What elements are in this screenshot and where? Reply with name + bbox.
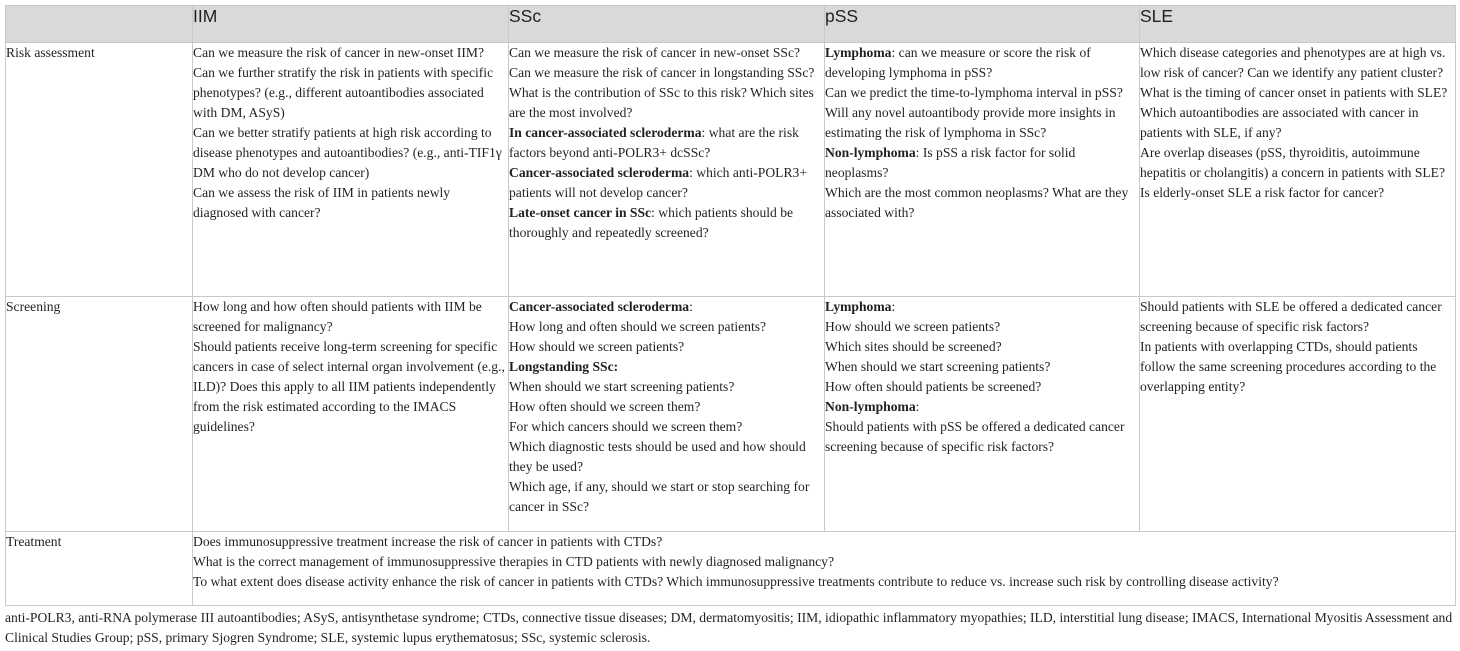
cell-line: How should we screen patients? (509, 339, 685, 354)
cell-line: Should patients with SLE be offered a dedicated cancer screening because of specific risk factors? (1140, 299, 1442, 334)
table-footnote: anti-POLR3, anti-RNA polymerase III autoantibodies; ASyS, antisynthetase syndrome; CTDs, connective tissue diseases; DM, dermatomyositis; IIM, idiopathic inflammatory myopathies; ILD, interstitial lung disease; IMACS, International Myositis Assessment and Clinical Studies Group; pSS, primary Sjogren Syndrome; SLE, systemic lupus erythematosus; SSc, systemic sclerosis. (5, 610, 1453, 645)
cell-line: Which sites should be screened? (825, 339, 1002, 354)
cell-line: Cancer-associated scleroderma: (509, 299, 693, 314)
cell-line: Will any novel autoantibody provide more insights in estimating the risk of lymphoma in SSc? (825, 105, 1116, 140)
cell-line: How long and how often should patients with IIM be screened for malignancy? (193, 299, 482, 334)
cell-line: Does immunosuppressive treatment increase the risk of cancer in patients with CTDs? (193, 534, 663, 549)
cell-line: Which disease categories and phenotypes are at high vs. low risk of cancer? Can we identify any patient cluster? (1140, 45, 1446, 80)
cell-screening-pss (825, 297, 1140, 532)
cell-line: What is the correct management of immunosuppressive therapies in CTD patients with newly diagnosed malignancy? (193, 554, 834, 569)
row-label: Treatment (6, 532, 193, 606)
cell-treatment (193, 532, 1456, 606)
row-treatment (6, 532, 1456, 606)
cell-line: How often should we screen them? (509, 399, 701, 414)
cell-line: Can we measure the risk of cancer in longstanding SSc? What is the contribution of SSc to this risk? Which sites are the most involved? (509, 65, 815, 120)
header-iim: IIM (193, 6, 509, 43)
cell-risk-ssc (509, 43, 825, 297)
header-sle: SLE (1140, 6, 1456, 43)
cell-line: Is elderly-onset SLE a risk factor for cancer? (1140, 185, 1385, 200)
cell-line: Cancer-associated scleroderma: which anti-POLR3+ patients will not develop cancer? (509, 165, 807, 200)
cell-line: Lymphoma: can we measure or score the risk of developing lymphoma in pSS? (825, 45, 1091, 80)
cell-line: What is the timing of cancer onset in patients with SLE? (1140, 85, 1448, 100)
cell-line: Can we measure the risk of cancer in new-onset SSc? (509, 45, 801, 60)
questions-table (5, 5, 1456, 606)
cell-line: Can we further stratify the risk in patients with specific phenotypes? (e.g., different autoantibodies associated with DM, ASyS) (193, 65, 494, 120)
cell-line: Lymphoma: (825, 299, 896, 314)
row-label: Risk assessment (6, 43, 193, 297)
header-empty (6, 6, 193, 43)
cell-line: Should patients with pSS be offered a dedicated cancer screening because of specific risk factors? (825, 419, 1125, 454)
cell-line: How long and often should we screen patients? (509, 319, 767, 334)
row-label: Screening (6, 297, 193, 532)
cell-screening-sle (1140, 297, 1456, 532)
header-pss: pSS (825, 6, 1140, 43)
cell-line: How should we screen patients? (825, 319, 1001, 334)
cell-line: To what extent does disease activity enhance the risk of cancer in patients with CTDs? Which immunosuppressive treatments contribute to reduce vs. increase such risk by controlling disease activity? (193, 574, 1279, 589)
cell-line: Non-lymphoma: (825, 399, 920, 414)
cell-line: In patients with overlapping CTDs, should patients follow the same screening procedures according to the overlapping entity? (1140, 339, 1437, 394)
cell-line: How often should patients be screened? (825, 379, 1042, 394)
cell-line: Which age, if any, should we start or stop searching for cancer in SSc? (509, 479, 810, 514)
cell-risk-pss (825, 43, 1140, 297)
cell-screening-iim (193, 297, 509, 532)
cell-line: Which are the most common neoplasms? What are they associated with? (825, 185, 1129, 220)
cell-screening-ssc (509, 297, 825, 532)
cell-risk-iim (193, 43, 509, 297)
cell-line: For which cancers should we screen them? (509, 419, 743, 434)
cell-line: Are overlap diseases (pSS, thyroiditis, autoimmune hepatitis or cholangitis) a concern in patients with SLE? (1140, 145, 1446, 180)
row-risk-assessment (6, 43, 1456, 297)
header-row (6, 6, 1456, 43)
row-screening (6, 297, 1456, 532)
cell-line: Late-onset cancer in SSc: which patients should be thoroughly and repeatedly screened? (509, 205, 794, 240)
cell-line: Can we measure the risk of cancer in new-onset IIM? (193, 45, 485, 60)
cell-risk-sle (1140, 43, 1456, 297)
cell-line: Can we assess the risk of IIM in patients newly diagnosed with cancer? (193, 185, 451, 220)
cell-line: Which diagnostic tests should be used and how should they be used? (509, 439, 806, 474)
cell-line: When should we start screening patients? (509, 379, 735, 394)
header-ssc: SSc (509, 6, 825, 43)
cell-line: Can we better stratify patients at high risk according to disease phenotypes and autoantibodies? (e.g., anti-TIF1γ DM who do not develop cancer) (193, 125, 502, 180)
cell-line: Should patients receive long-term screening for specific cancers in case of select internal organ involvement (e.g., ILD)? Does this apply to all IIM patients independently from the risk estimated according to the IMACS guidelines? (193, 339, 505, 434)
cell-line: Longstanding SSc: (509, 359, 619, 374)
cell-line: When should we start screening patients? (825, 359, 1051, 374)
cell-line: Which autoantibodies are associated with cancer in patients with SLE, if any? (1140, 105, 1419, 140)
cell-line: Non-lymphoma: Is pSS a risk factor for solid neoplasms? (825, 145, 1076, 180)
cell-line: Can we predict the time-to-lymphoma interval in pSS? (825, 85, 1123, 100)
cell-line: In cancer-associated scleroderma: what are the risk factors beyond anti-POLR3+ dcSSc? (509, 125, 799, 160)
